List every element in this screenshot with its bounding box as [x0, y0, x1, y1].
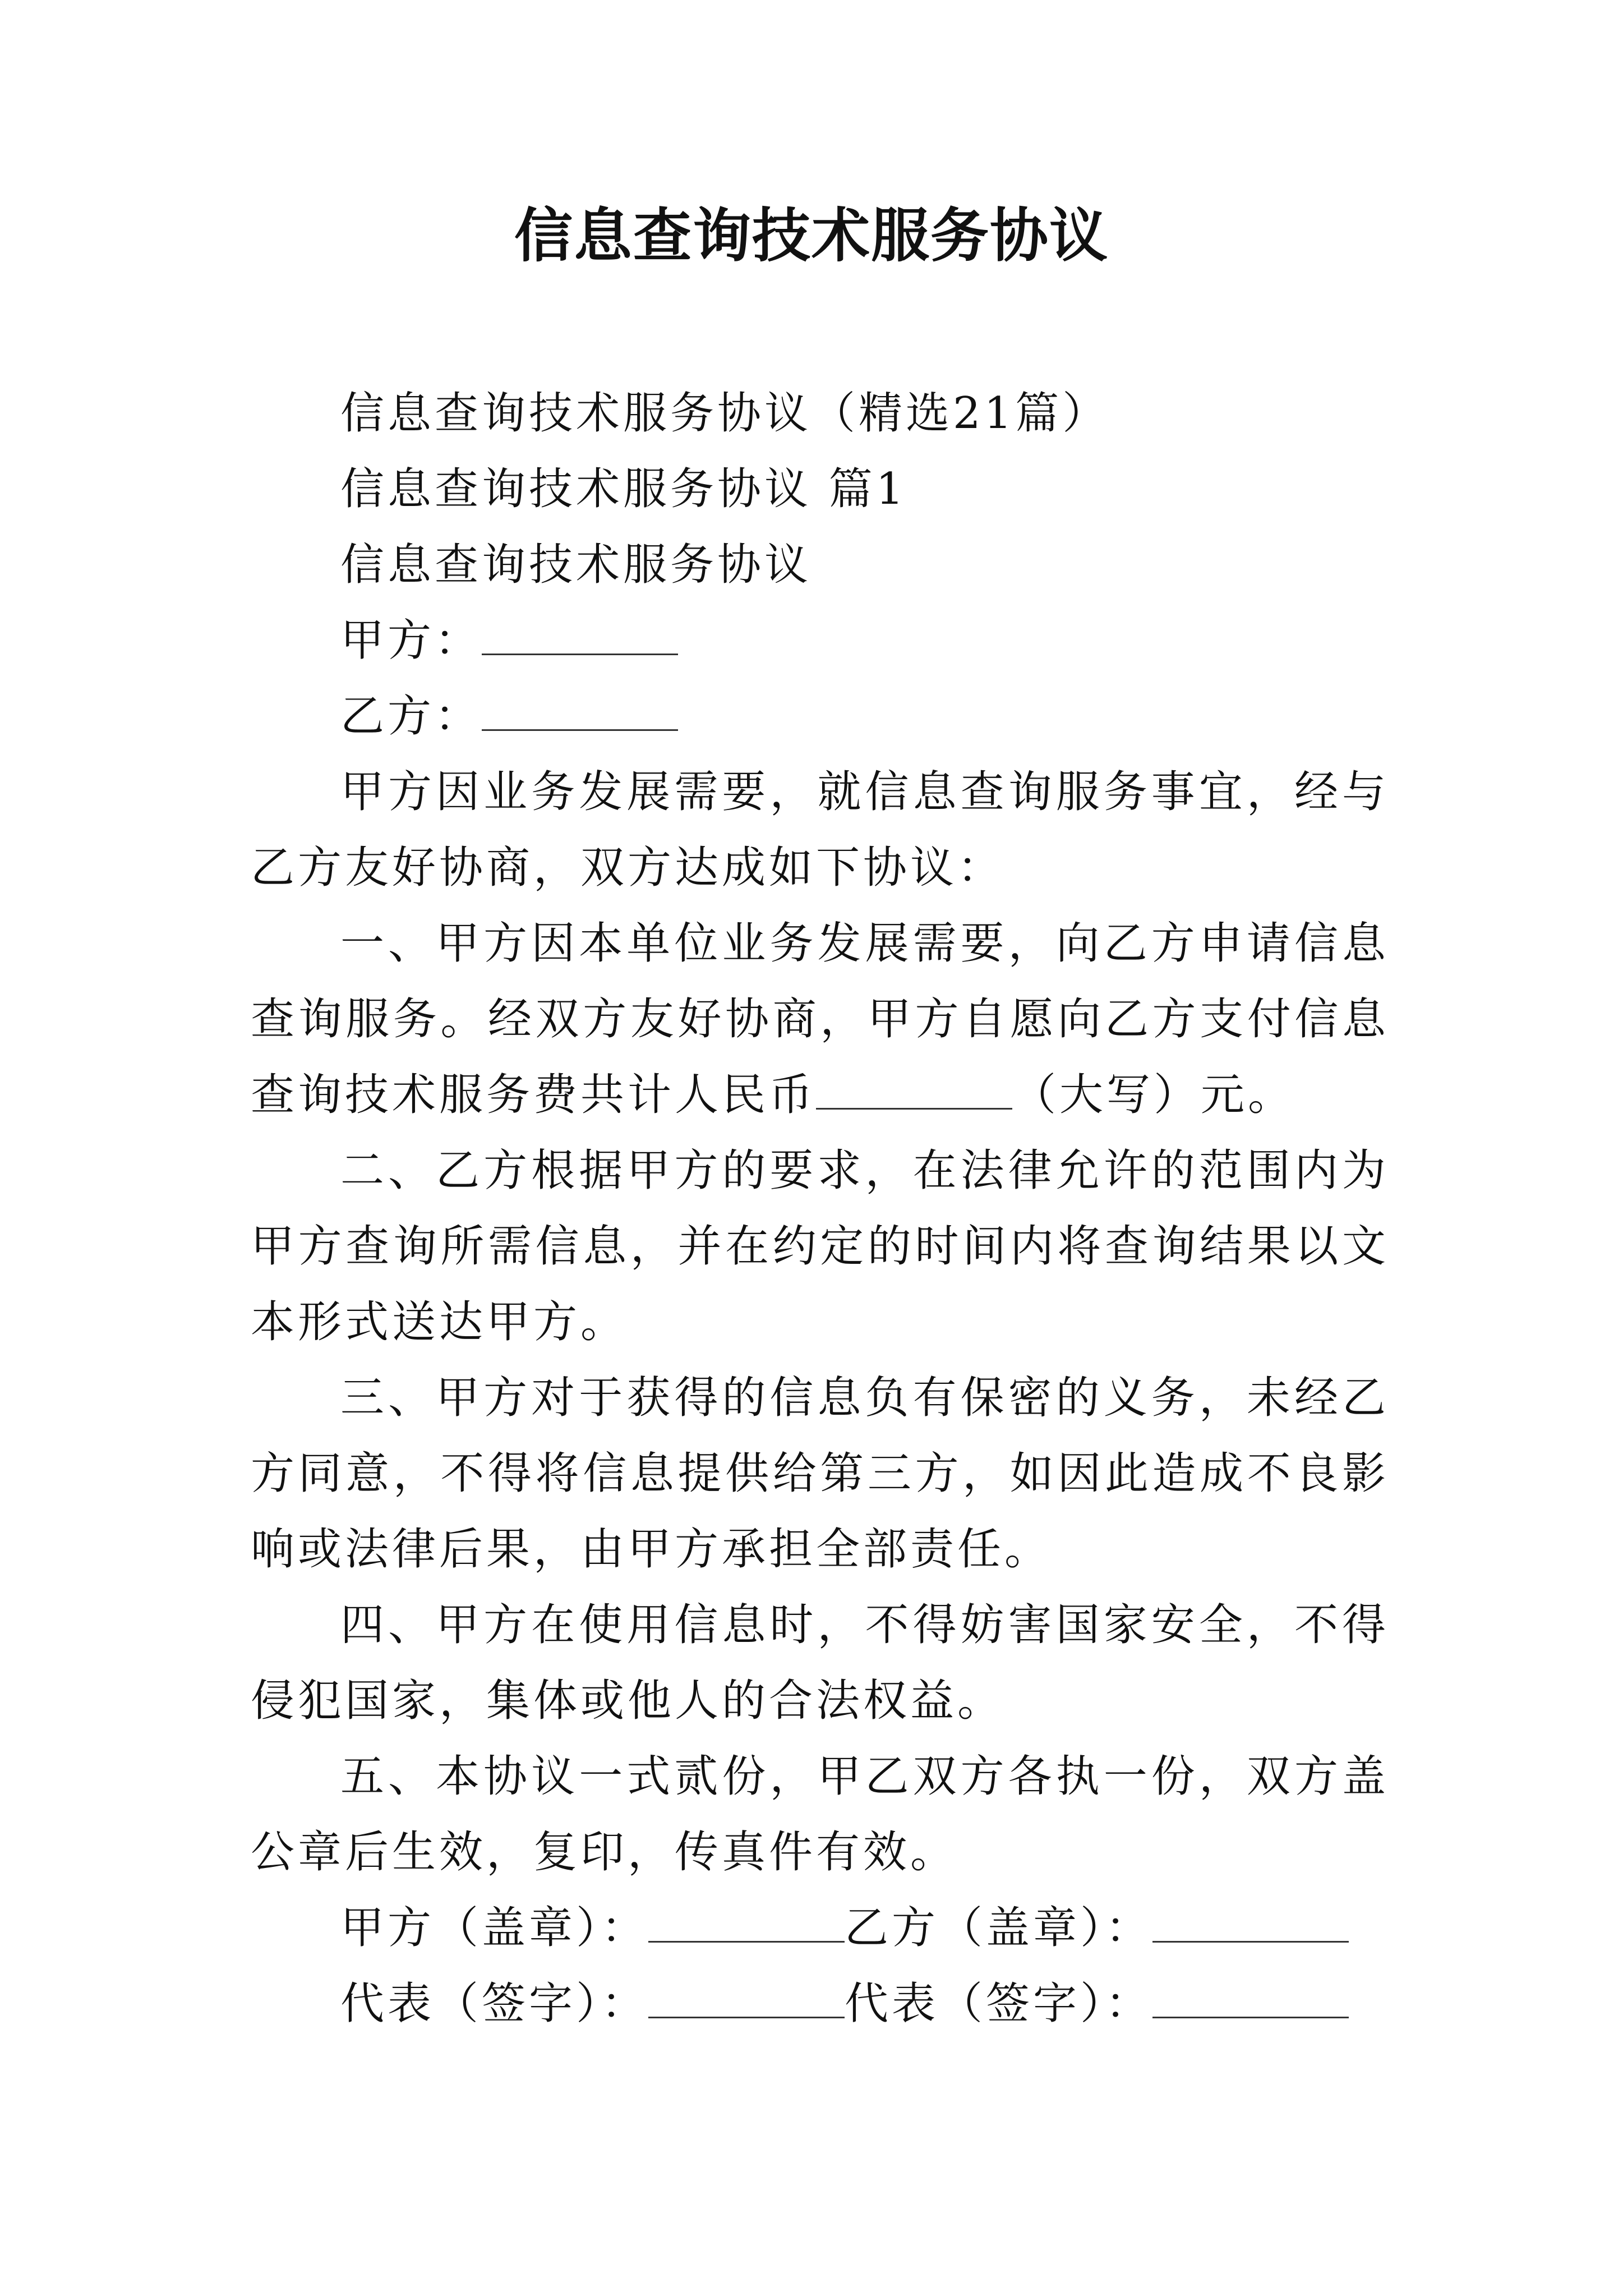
clause-5-paragraph: 五、本协议一式贰份，甲乙双方各执一份，双方盖公章后生效，复印，传真件有效。 [251, 1751, 1389, 1878]
chapter-line: 信息查询技术服务协议 篇1 [340, 464, 907, 514]
clause-1-text: 一、甲方因本单位业务发展需要，向乙方申请信息查询服务。经双方友好协商，甲方自愿向乙方支付信息查询技术服务费共计人民币 [251, 918, 1389, 1120]
signature-row [340, 1966, 1389, 2042]
party-a-label: 甲方： [340, 615, 482, 666]
party-a-blank [482, 622, 678, 655]
rep-b-sign-label: 代表（签字）： [845, 1978, 1153, 2029]
subtitle-line: 信息查询技术服务协议（精选21篇） [340, 388, 1110, 439]
fee-amount-blank [816, 1076, 1012, 1110]
party-a-seal-blank [648, 1910, 845, 1943]
clause-2-paragraph: 二、乙方根据甲方的要求，在法律允许的范围内为甲方查询所需信息，并在约定的时间内将查询结果以文本形式送达甲方。 [251, 1145, 1389, 1347]
document-body [251, 376, 1389, 2042]
clause-1-paragraph [251, 906, 1389, 1133]
rep-a-sign-label: 代表（签字）： [340, 1978, 649, 2029]
heading-line: 信息查询技术服务协议 [340, 540, 812, 590]
rep-a-sign-blank [648, 1985, 845, 2018]
clause-3-paragraph: 三、甲方对于获得的信息负有保密的义务，未经乙方同意，不得将信息提供给第三方，如因此造成不良影响或法律后果，由甲方承担全部责任。 [251, 1373, 1389, 1575]
clause-1-suffix: （大写）元。 [1012, 1070, 1295, 1120]
intro-paragraph: 甲方因业务发展需要，就信息查询服务事宜，经与乙方友好协商，双方达成如下协议： [251, 767, 1389, 893]
party-b-seal-blank [1152, 1910, 1349, 1943]
party-b-line [251, 679, 1389, 754]
party-b-label: 乙方： [340, 691, 482, 742]
party-a-line [251, 603, 1389, 679]
party-b-seal-label: 乙方（盖章）： [845, 1903, 1153, 1953]
clause-4-paragraph: 四、甲方在使用信息时，不得妨害国家安全，不得侵犯国家，集体或他人的合法权益。 [251, 1600, 1389, 1726]
seal-row [340, 1890, 1389, 1966]
page-title: 信息查询技术服务协议 [514, 201, 1109, 270]
party-a-seal-label: 甲方（盖章）： [340, 1903, 649, 1953]
party-b-blank [482, 698, 678, 731]
rep-b-sign-blank [1152, 1985, 1349, 2018]
